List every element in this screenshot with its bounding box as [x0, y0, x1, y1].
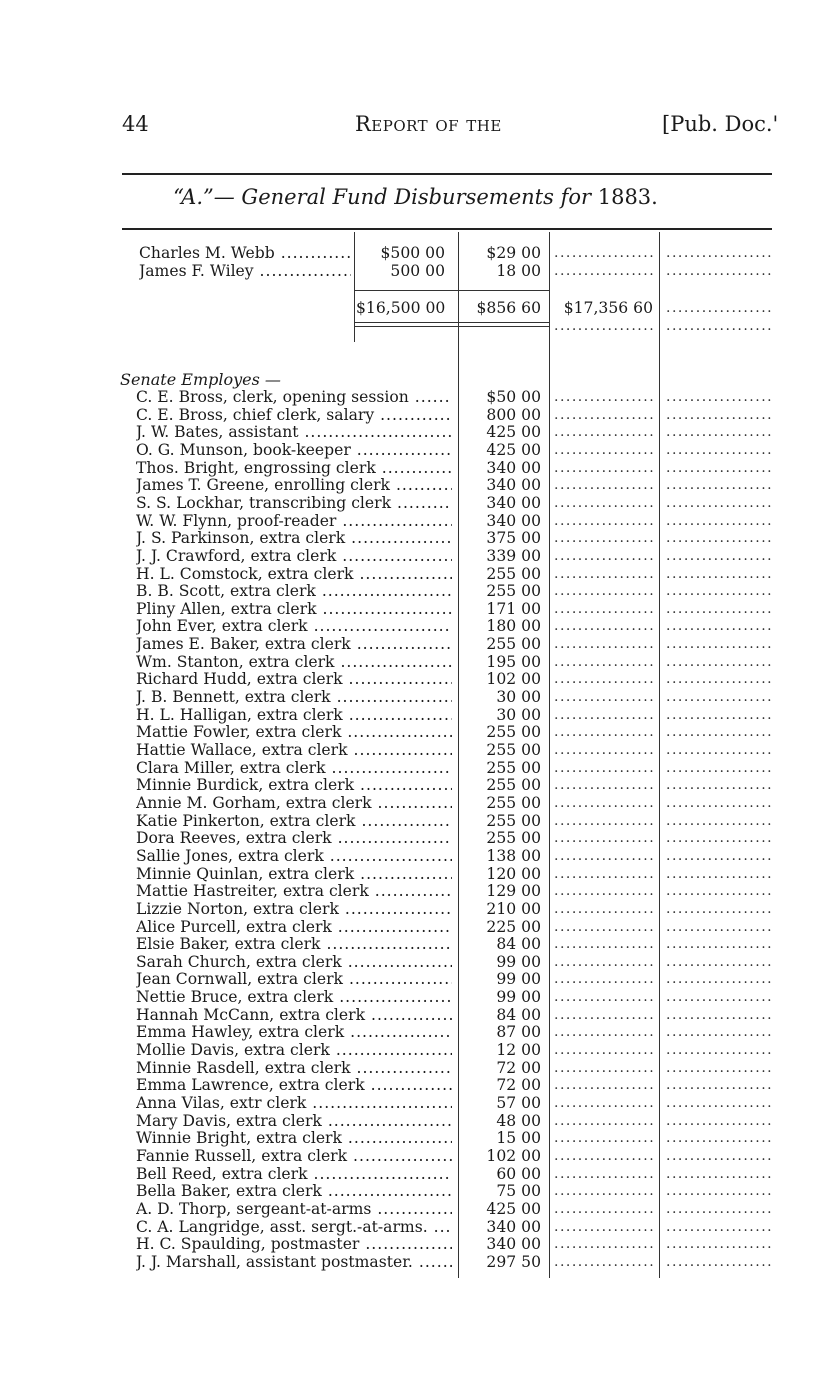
- table-row: [0, 671, 831, 689]
- dot-leader: [554, 636, 656, 654]
- senate-heading: Senate Employes —: [120, 370, 281, 389]
- page-number: 44: [122, 112, 149, 136]
- payee-name: Charles M. Webb .....: [139, 245, 351, 263]
- employee-name: Minnie Burdick, extra clerk .....: [136, 777, 452, 795]
- dot-leader: [554, 883, 656, 901]
- table-row: [0, 813, 831, 831]
- publication-label: [Pub. Doc.': [662, 112, 779, 136]
- dot-leader: [666, 424, 772, 442]
- employee-amount: 210 00: [486, 899, 541, 918]
- table-row: [0, 654, 831, 672]
- employee-name: Hannah McCann, extra clerk .....: [136, 1007, 452, 1025]
- table-row: [0, 724, 831, 742]
- dot-leader: [554, 848, 656, 866]
- table-row: [0, 601, 831, 619]
- employee-name: O. G. Munson, book-keeper .....: [136, 442, 452, 460]
- dot-leader: [554, 936, 656, 954]
- employee-amount: 425 00: [486, 423, 541, 442]
- employee-amount: 225 00: [486, 917, 541, 936]
- dot-leader: [666, 442, 772, 460]
- employee-name: W. W. Flynn, proof-reader .....: [136, 513, 452, 531]
- dot-leader: [554, 830, 656, 848]
- table-row: [0, 1254, 831, 1272]
- dot-leader: [666, 1077, 772, 1095]
- subtotal-rule: [355, 290, 549, 291]
- table-row: [0, 1024, 831, 1042]
- amount-col2: 18 00: [496, 262, 541, 280]
- employee-name: C. E. Bross, chief clerk, salary .....: [136, 407, 452, 425]
- employee-name: Richard Hudd, extra clerk .....: [136, 671, 452, 689]
- table-row: [0, 742, 831, 760]
- employee-amount: 340 00: [486, 1217, 541, 1236]
- dot-leader: [666, 1219, 772, 1237]
- employee-name: J. J. Marshall, assistant postmaster. .....: [136, 1254, 452, 1272]
- dot-leader: [666, 513, 772, 531]
- employee-name: S. S. Lockhar, transcribing clerk .....: [136, 495, 452, 513]
- dot-leader: [666, 1201, 772, 1219]
- table-row: [0, 245, 831, 263]
- dot-leader: [554, 424, 656, 442]
- table-row: [0, 971, 831, 989]
- fund-title: [0, 185, 831, 209]
- employee-name: Minnie Rasdell, extra clerk .....: [136, 1060, 452, 1078]
- employee-name: Wm. Stanton, extra clerk .....: [136, 654, 452, 672]
- table-row: [0, 442, 831, 460]
- dot-leader: [554, 245, 656, 263]
- dot-leader: [554, 971, 656, 989]
- employee-amount: 72 00: [496, 1058, 541, 1077]
- dot-leader: [554, 760, 656, 778]
- employee-amount: 84 00: [496, 935, 541, 954]
- dot-leader: [554, 1113, 656, 1131]
- top-rule: [122, 173, 772, 175]
- dot-leader: [666, 1024, 772, 1042]
- dot-leader: [666, 989, 772, 1007]
- amount-col1: $500 00: [380, 244, 445, 262]
- employee-amount: 15 00: [496, 1129, 541, 1148]
- employee-amount: 60 00: [496, 1164, 541, 1183]
- dot-leader: [554, 1236, 656, 1254]
- employee-name: J. W. Bates, assistant .....: [136, 424, 452, 442]
- employee-amount: 84 00: [496, 1005, 541, 1024]
- employee-name: Mattie Fowler, extra clerk .....: [136, 724, 452, 742]
- dot-leader: [666, 724, 772, 742]
- dot-leader: [666, 1095, 772, 1113]
- employee-name: H. L. Halligan, extra clerk .....: [136, 707, 452, 725]
- dot-leader: [666, 1113, 772, 1131]
- table-row: [0, 1130, 831, 1148]
- employee-amount: 30 00: [496, 688, 541, 707]
- employee-amount: 255 00: [486, 811, 541, 830]
- dot-leader: [666, 601, 772, 619]
- dot-leader: [666, 636, 772, 654]
- dot-leader: [554, 389, 656, 407]
- dot-leader: [554, 442, 656, 460]
- employee-amount: 255 00: [486, 829, 541, 848]
- dot-leader: [554, 989, 656, 1007]
- dot-leader: [554, 1042, 656, 1060]
- employee-amount: 129 00: [486, 882, 541, 901]
- dot-leader: [554, 1007, 656, 1025]
- dot-leader: [554, 795, 656, 813]
- employee-name: Emma Hawley, extra clerk .....: [136, 1024, 452, 1042]
- dot-leader: [666, 707, 772, 725]
- payee-name: James F. Wiley .....: [139, 263, 351, 281]
- employee-amount: 340 00: [486, 1235, 541, 1254]
- table-row: [0, 513, 831, 531]
- dot-leader: [554, 513, 656, 531]
- dot-leader: [554, 477, 656, 495]
- employee-name: Minnie Quinlan, extra clerk .....: [136, 866, 452, 884]
- dot-leader: [554, 263, 656, 281]
- table-row: [0, 548, 831, 566]
- running-title: Report of the: [355, 112, 502, 136]
- employee-name: Lizzie Norton, extra clerk .....: [136, 901, 452, 919]
- dot-leader: [666, 1148, 772, 1166]
- table-row: [0, 1236, 831, 1254]
- dot-leader: [554, 689, 656, 707]
- employee-amount: 87 00: [496, 1023, 541, 1042]
- totals-row: [0, 300, 831, 318]
- employee-amount: 180 00: [486, 617, 541, 636]
- employee-amount: 99 00: [496, 952, 541, 971]
- dot-leader: [554, 1095, 656, 1113]
- table-row: [0, 848, 831, 866]
- dot-leader: [554, 1166, 656, 1184]
- dot-leader: [554, 530, 656, 548]
- table-row: [0, 1042, 831, 1060]
- dot-leader: [666, 583, 772, 601]
- table-row: [0, 795, 831, 813]
- dot-leader: [554, 1024, 656, 1042]
- employee-amount: 12 00: [496, 1041, 541, 1060]
- table-row: [0, 389, 831, 407]
- total-col3: $17,356 60: [563, 299, 653, 317]
- dot-leader: [666, 318, 772, 334]
- dot-leader: [554, 1201, 656, 1219]
- dot-leader: [666, 883, 772, 901]
- table-row: [0, 530, 831, 548]
- dot-leader: [554, 1219, 656, 1237]
- dot-leader: [554, 777, 656, 795]
- dot-leader: [666, 477, 772, 495]
- dot-leader: [666, 618, 772, 636]
- employee-name: Fannie Russell, extra clerk .....: [136, 1148, 452, 1166]
- dot-leader: [554, 1060, 656, 1078]
- employee-name: J. B. Bennett, extra clerk .....: [136, 689, 452, 707]
- employee-name: Elsie Baker, extra clerk .....: [136, 936, 452, 954]
- employee-name: Bell Reed, extra clerk .....: [136, 1166, 452, 1184]
- employee-name: Bella Baker, extra clerk .....: [136, 1183, 452, 1201]
- dot-leader: [666, 830, 772, 848]
- employee-name: Mattie Hastreiter, extra clerk .....: [136, 883, 452, 901]
- dot-leader: [666, 936, 772, 954]
- employee-amount: 72 00: [496, 1076, 541, 1095]
- dot-leader: [554, 707, 656, 725]
- table-row: [0, 866, 831, 884]
- amount-col2: $29 00: [486, 244, 541, 262]
- employee-amount: 138 00: [486, 846, 541, 865]
- dot-leader: [666, 1254, 772, 1272]
- employee-amount: 255 00: [486, 723, 541, 742]
- total-col2: $856 60: [476, 299, 541, 317]
- table-row: [0, 1166, 831, 1184]
- dot-leader: [554, 618, 656, 636]
- employee-amount: 99 00: [496, 988, 541, 1007]
- table-row: [0, 636, 831, 654]
- employee-amount: 340 00: [486, 511, 541, 530]
- table-row: [0, 954, 831, 972]
- dot-leader: [554, 318, 656, 334]
- table-row: [0, 263, 831, 281]
- dot-leader: [666, 671, 772, 689]
- dot-leader: [666, 1236, 772, 1254]
- employee-amount: 255 00: [486, 758, 541, 777]
- table-row: [0, 919, 831, 937]
- employee-name: C. E. Bross, clerk, opening session .....: [136, 389, 452, 407]
- employee-name: H. L. Comstock, extra clerk .....: [136, 566, 452, 584]
- dot-leader: [666, 866, 772, 884]
- employee-name: Hattie Wallace, extra clerk .....: [136, 742, 452, 760]
- table-row: [0, 707, 831, 725]
- employee-amount: 255 00: [486, 776, 541, 795]
- dot-leader: [666, 777, 772, 795]
- dot-leader: [666, 742, 772, 760]
- table-row: [0, 1077, 831, 1095]
- dot-leader: [666, 689, 772, 707]
- employee-amount: 102 00: [486, 1146, 541, 1165]
- table-row: [0, 477, 831, 495]
- table-top-rule: [122, 228, 772, 230]
- dot-leader: [554, 671, 656, 689]
- employee-amount: $50 00: [486, 388, 541, 406]
- total-col1: $16,500 00: [356, 299, 446, 317]
- employee-name: Anna Vilas, extr clerk .....: [136, 1095, 452, 1113]
- dot-leader: [554, 495, 656, 513]
- employee-amount: 57 00: [496, 1094, 541, 1112]
- dot-leader: [666, 245, 772, 263]
- dot-leader: [666, 1130, 772, 1148]
- employee-name: Annie M. Gorham, extra clerk .....: [136, 795, 452, 813]
- employee-name: J. S. Parkinson, extra clerk .....: [136, 530, 452, 548]
- dot-leader: [554, 654, 656, 672]
- table-row: [0, 1219, 831, 1237]
- dot-leader: [666, 407, 772, 425]
- dot-leader: [554, 583, 656, 601]
- dot-leader: [554, 1183, 656, 1201]
- employee-name: Alice Purcell, extra clerk .....: [136, 919, 452, 937]
- double-rule-bottom: [355, 326, 549, 327]
- employee-name: John Ever, extra clerk .....: [136, 618, 452, 636]
- employee-name: Nettie Bruce, extra clerk .....: [136, 989, 452, 1007]
- table-row: [0, 495, 831, 513]
- employee-amount: 99 00: [496, 970, 541, 989]
- dot-leader: [554, 1077, 656, 1095]
- employee-amount: 255 00: [486, 564, 541, 583]
- dot-leader: [554, 954, 656, 972]
- table-row: [0, 989, 831, 1007]
- dot-leader: [554, 407, 656, 425]
- dot-leader: [666, 954, 772, 972]
- table-row: [0, 583, 831, 601]
- employee-name: Jean Cornwall, extra clerk .....: [136, 971, 452, 989]
- employee-name: Clara Miller, extra clerk .....: [136, 760, 452, 778]
- table-row: [0, 460, 831, 478]
- employee-name: J. J. Crawford, extra clerk .....: [136, 548, 452, 566]
- table-row: [0, 566, 831, 584]
- employee-amount: 195 00: [486, 652, 541, 671]
- employee-amount: 255 00: [486, 582, 541, 601]
- employee-name: Mary Davis, extra clerk .....: [136, 1113, 452, 1131]
- employee-amount: 120 00: [486, 864, 541, 883]
- employee-amount: 171 00: [486, 599, 541, 618]
- amount-col1: 500 00: [390, 262, 445, 280]
- dot-leader: [666, 389, 772, 407]
- dot-leader: [554, 460, 656, 478]
- employee-name: James E. Baker, extra clerk .....: [136, 636, 452, 654]
- dot-leader: [554, 901, 656, 919]
- dot-leader: [554, 919, 656, 937]
- dot-leader: [666, 566, 772, 584]
- employee-amount: 297 50: [486, 1252, 541, 1271]
- employee-name: James T. Greene, enrolling clerk .....: [136, 477, 452, 495]
- table-row: [0, 1095, 831, 1113]
- table-row: [0, 1148, 831, 1166]
- dot-leader: [666, 300, 772, 318]
- dot-leader: [666, 263, 772, 281]
- employee-amount: 340 00: [486, 458, 541, 477]
- employee-name: Pliny Allen, extra clerk .....: [136, 601, 452, 619]
- fund-title-year: 1883.: [597, 185, 658, 209]
- dot-leader: [666, 654, 772, 672]
- dot-leader: [666, 760, 772, 778]
- dot-leader: [554, 1130, 656, 1148]
- dot-leader: [554, 548, 656, 566]
- dot-leader: [666, 795, 772, 813]
- employee-amount: 425 00: [486, 1199, 541, 1218]
- dot-leader: [554, 1148, 656, 1166]
- employee-name: Mollie Davis, extra clerk .....: [136, 1042, 452, 1060]
- employee-amount: 340 00: [486, 493, 541, 512]
- employee-amount: 30 00: [496, 705, 541, 724]
- dot-leader: [554, 724, 656, 742]
- employee-name: C. A. Langridge, asst. sergt.-at-arms. .....: [136, 1219, 452, 1237]
- dot-leader: [554, 601, 656, 619]
- employee-amount: 425 00: [486, 440, 541, 459]
- employee-name: Emma Lawrence, extra clerk .....: [136, 1077, 452, 1095]
- table-row: [0, 760, 831, 778]
- dot-leader: [666, 495, 772, 513]
- dot-leader: [554, 866, 656, 884]
- dot-leader: [666, 530, 772, 548]
- employee-amount: 75 00: [496, 1182, 541, 1201]
- dot-leader: [666, 971, 772, 989]
- dot-leader: [666, 901, 772, 919]
- table-row: [0, 424, 831, 442]
- employee-amount: 339 00: [486, 546, 541, 565]
- table-row: [0, 1113, 831, 1131]
- employee-name: A. D. Thorp, sergeant-at-arms .....: [136, 1201, 452, 1219]
- table-row: [0, 407, 831, 425]
- employee-amount: 375 00: [486, 529, 541, 548]
- table-row: [0, 1183, 831, 1201]
- table-row: [0, 1201, 831, 1219]
- employee-name: H. C. Spaulding, postmaster .....: [136, 1236, 452, 1254]
- employee-name: Thos. Bright, engrossing clerk .....: [136, 460, 452, 478]
- employee-amount: 48 00: [496, 1111, 541, 1130]
- dot-leader: [666, 813, 772, 831]
- dot-leader: [554, 1254, 656, 1272]
- employee-name: Sallie Jones, extra clerk .....: [136, 848, 452, 866]
- table-row: [0, 689, 831, 707]
- dot-leader: [666, 1042, 772, 1060]
- dot-leader: [666, 460, 772, 478]
- dot-leader: [666, 548, 772, 566]
- dot-leader: [554, 566, 656, 584]
- table-row: [0, 777, 831, 795]
- dot-leader: [666, 848, 772, 866]
- employee-amount: 340 00: [486, 476, 541, 495]
- table-row: [0, 901, 831, 919]
- dot-leader: [554, 742, 656, 760]
- dot-leader: [666, 1183, 772, 1201]
- employee-name: B. B. Scott, extra clerk .....: [136, 583, 452, 601]
- table-row: [0, 1060, 831, 1078]
- dot-leader: [554, 813, 656, 831]
- employee-amount: 255 00: [486, 741, 541, 759]
- dot-leader: [666, 1166, 772, 1184]
- table-row: [0, 618, 831, 636]
- table-row: [0, 830, 831, 848]
- employee-name: Dora Reeves, extra clerk .....: [136, 830, 452, 848]
- dot-leader: [666, 919, 772, 937]
- dot-leader: [666, 1060, 772, 1078]
- employee-amount: 800 00: [486, 405, 541, 424]
- table-row: [0, 1007, 831, 1025]
- fund-title-label: “A.”— General Fund Disbursements for: [173, 185, 592, 209]
- employee-amount: 255 00: [486, 793, 541, 812]
- employee-name: Sarah Church, extra clerk .....: [136, 954, 452, 972]
- employee-name: Katie Pinkerton, extra clerk .....: [136, 813, 452, 831]
- double-rule-top: [355, 322, 549, 323]
- table-row: [0, 936, 831, 954]
- table-row: [0, 883, 831, 901]
- dot-leader: [666, 1007, 772, 1025]
- employee-amount: 255 00: [486, 635, 541, 654]
- employee-amount: 102 00: [486, 670, 541, 689]
- employee-name: Winnie Bright, extra clerk .....: [136, 1130, 452, 1148]
